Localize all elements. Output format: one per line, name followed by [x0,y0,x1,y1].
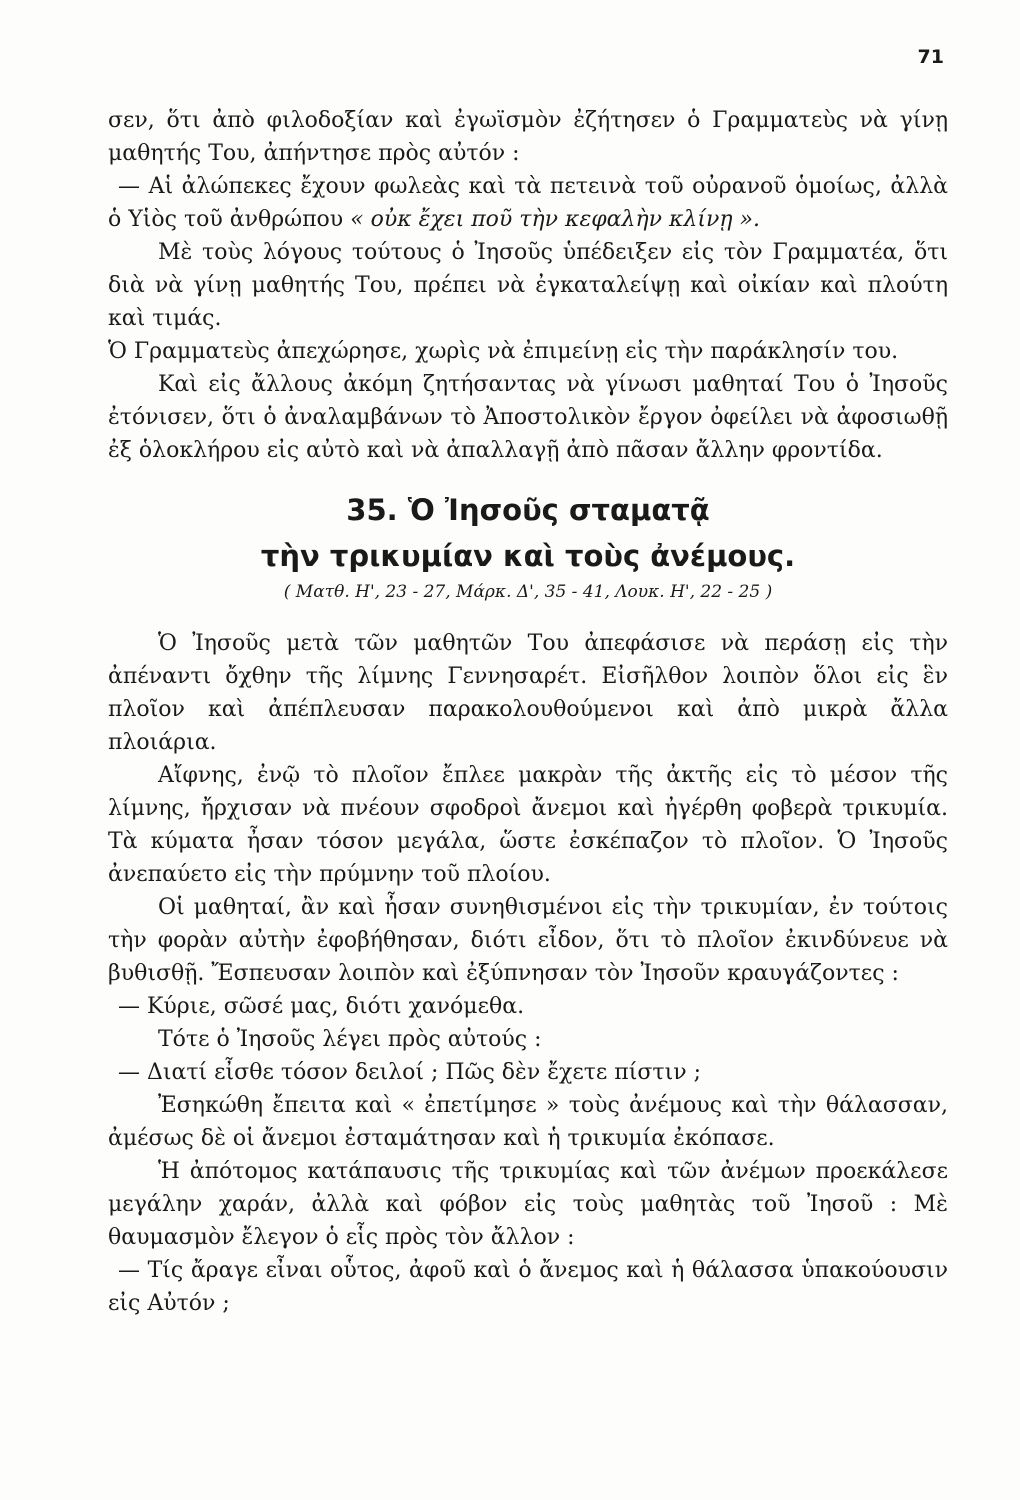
paragraph: Καὶ εἰς ἄλλους ἀκόμη ζητήσαντας νὰ γίνωσι μαθηταί Του ὁ Ἰησοῦς ἐτόνισεν, ὅτι ὁ ἀναλαμβάνων τὸ Ἀποστολικὸν ἔργον ὀφείλει νὰ ἀφοσιωθῇ ἐξ ὁλοκλήρου εἰς αὐτὸ καὶ νὰ ἀπαλλαγῇ ἀπὸ πᾶσαν ἄλλην φροντίδα. [108,372,948,463]
section-heading [108,487,948,579]
paragraph: Τότε ὁ Ἰησοῦς λέγει πρὸς αὐτούς : [158,1027,542,1052]
page-number: 71 [917,46,944,68]
dialogue-line: — Τίς ἄραγε εἶναι οὗτος, ἀφοῦ καὶ ὁ ἄνεμος καὶ ἡ θάλασσα ὑπακούουσιν εἰς Αὐτόν ; [108,1258,948,1316]
paragraph: Αἴφνης, ἐνῷ τὸ πλοῖον ἔπλεε μακρὰν τῆς ἀκτῆς εἰς τὸ μέσον τῆς λίμνης, ἤρχισαν νὰ πνέουν σφοδροὶ ἄνεμοι καὶ ἠγέρθη φοβερὰ τρικυμία. Τὰ κύματα ἦσαν τόσον μεγάλα, ὥστε ἐσκέπαζον τὸ πλοῖον. Ὁ Ἰησοῦς ἀνεπαύετο εἰς τὴν πρύμνην τοῦ πλοίου. [108,763,948,887]
dialogue-text: — Αἱ ἀλώπεκες ἔχουν φωλεὰς καὶ τὰ πετεινὰ τοῦ οὐρανοῦ ὁμοίως, ἀλλὰ ὁ Υἱὸς τοῦ ἀνθρώπου [108,174,948,232]
dialogue-line [108,170,948,236]
section-heading-line: 35. Ὁ Ἰησοῦς σταματᾷ [346,493,710,527]
section-heading-line: τὴν τρικυμίαν καὶ τοὺς ἀνέμους. [260,539,796,573]
paragraph: Ὁ Γραμματεὺς ἀπεχώρησε, χωρὶς νὰ ἐπιμείνῃ εἰς τὴν παράκλησίν του. [108,339,899,364]
quotation: « οὐκ ἔχει ποῦ τὴν κεφαλὴν κλίνῃ ». [350,207,760,232]
paragraph: σεν, ὅτι ἀπὸ φιλοδοξίαν καὶ ἐγωϊσμὸν ἐζήτησεν ὁ Γραμματεὺς νὰ γίνῃ μαθητής Του, ἀπήντησε πρὸς αὐτόν : [108,108,948,166]
paragraph: Οἱ μαθηταί, ἂν καὶ ἦσαν συνηθισμένοι εἰς τὴν τρικυμίαν, ἐν τούτοις τὴν φορὰν αὐτὴν ἐφοβήθησαν, διότι εἶδον, ὅτι τὸ πλοῖον ἐκινδύνευε νὰ βυθισθῇ. Ἔσπευσαν λοιπὸν καὶ ἐξύπνησαν τὸν Ἰησοῦν κραυγάζοντες : [108,895,948,986]
paragraph: Ἡ ἀπότομος κατάπαυσις τῆς τρικυμίας καὶ τῶν ἀνέμων προεκάλεσε μεγάλην χαράν, ἀλλὰ καὶ φόβον εἰς τοὺς μαθητὰς τοῦ Ἰησοῦ : Μὲ θαυμασμὸν ἔλεγον ὁ εἷς πρὸς τὸν ἄλλον : [108,1159,948,1250]
dialogue-line: — Διατί εἶσθε τόσον δειλοί ; Πῶς δὲν ἔχετε πίστιν ; [118,1060,701,1085]
page-body [108,104,948,1320]
dialogue-line: — Κύριε, σῶσέ μας, διότι χανόμεθα. [118,994,525,1019]
paragraph: Ὁ Ἰησοῦς μετὰ τῶν μαθητῶν Του ἀπεφάσισε νὰ περάσῃ εἰς τὴν ἀπέναντι ὄχθην τῆς λίμνης Γεννησαρέτ. Εἰσῆλθον λοιπὸν ὅλοι εἰς ἓν πλοῖον καὶ ἀπέπλευσαν παρακολουθούμενοι καὶ ἀπὸ μικρὰ ἄλλα πλοιάρια. [108,631,948,755]
paragraph: Μὲ τοὺς λόγους τούτους ὁ Ἰησοῦς ὑπέδειξεν εἰς τὸν Γραμματέα, ὅτι διὰ νὰ γίνῃ μαθητής Του, πρέπει νὰ ἐγκαταλείψῃ καὶ οἰκίαν καὶ πλούτη καὶ τιμάς. [108,240,948,331]
scripture-references: ( Ματθ. Η', 23 - 27, Μάρκ. Δ', 35 - 41, Λουκ. Η', 22 - 25 ) [283,582,773,602]
paragraph: Ἐσηκώθη ἔπειτα καὶ « ἐπετίμησε » τοὺς ἀνέμους καὶ τὴν θάλασσαν, ἀμέσως δὲ οἱ ἄνεμοι ἐσταμάτησαν καὶ ἡ τρικυμία ἐκόπασε. [108,1093,948,1151]
